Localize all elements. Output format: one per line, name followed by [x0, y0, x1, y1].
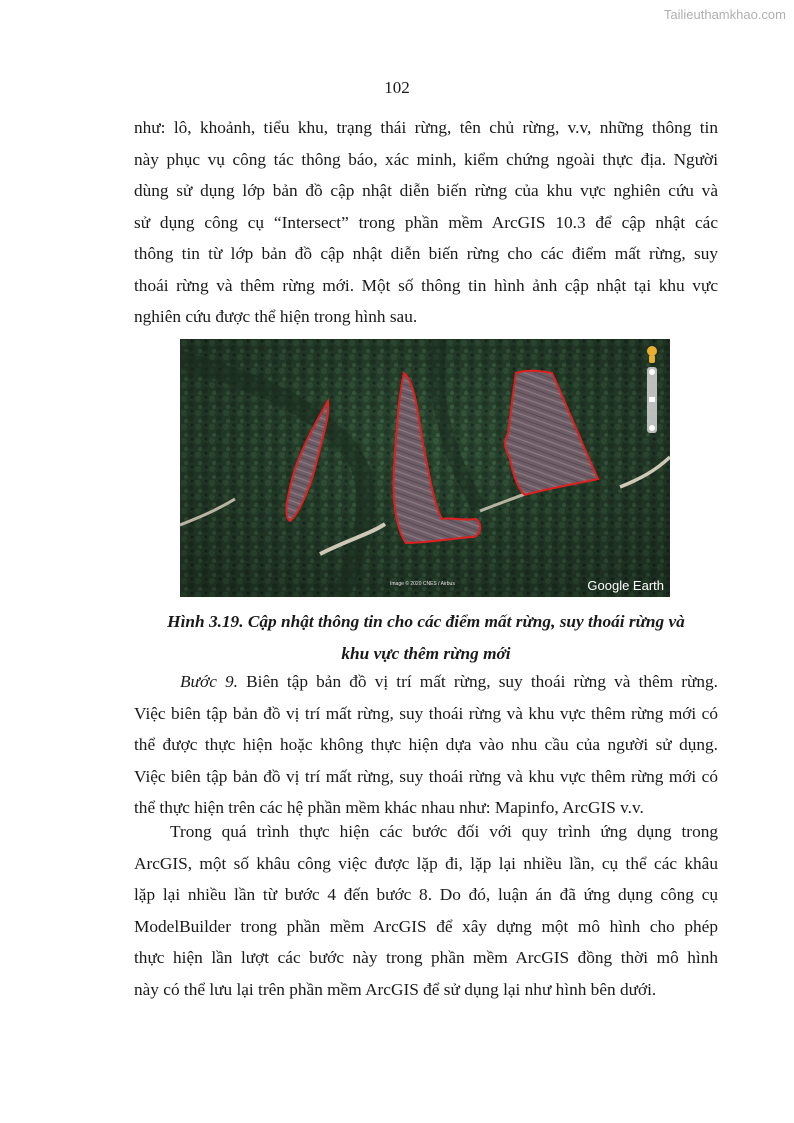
paragraph-line: thể được thực hiện hoặc không thực hiện dựa vào nhu cầu của người sử dụng.	[134, 735, 718, 754]
caption-line: khu vực thêm rừng mới	[341, 643, 511, 663]
paragraph-line: này có thể lưu lại trên phần mềm ArcGIS để sử dụng lại như hình bên dưới.	[134, 979, 657, 999]
zoom-out-icon[interactable]	[649, 425, 655, 431]
imagery-credit: Image © 2020 CNES / Airbus	[390, 581, 455, 587]
paragraph-line	[134, 666, 718, 698]
figure-caption	[134, 606, 718, 669]
paragraph-line: Việc biên tập bản đồ vị trí mất rừng, suy thoái rừng và khu vực thêm rừng mới có	[134, 766, 718, 786]
satellite-image-figure	[180, 339, 670, 597]
paragraph-line: sử dụng công cụ “Intersect” trong phần mềm ArcGIS 10.3 để cập nhật các	[134, 212, 718, 232]
paragraph-line: ModelBuilder trong phần mềm ArcGIS để xây dựng một mô hình cho phép	[134, 916, 718, 936]
paragraph-line: lặp lại nhiều lần từ bước 4 đến bước 8. Do đó, luận án đã ứng dụng công cụ	[134, 885, 718, 904]
step-text: Biên tập bản đồ vị trí mất rừng, suy thoái rừng và thêm rừng.	[237, 672, 718, 691]
paragraph-line: thoái rừng và thêm rừng mới. Một số thông tin hình ảnh cập nhật tại khu vực	[134, 275, 718, 295]
paragraph-line: ArcGIS, một số khâu công việc được lặp đi, lặp lại nhiều lần, cụ thể các khâu	[134, 853, 718, 873]
paragraph-line: thể thực hiện trên các hệ phần mềm khác nhau như: Mapinfo, ArcGIS v.v.	[134, 798, 644, 817]
paragraph-1	[134, 112, 718, 333]
paragraph-line: như: lô, khoảnh, tiểu khu, trạng thái rừng, tên chủ rừng, v.v, những thông tin	[134, 118, 718, 137]
page-number: 102	[384, 78, 410, 97]
satellite-image	[180, 339, 670, 597]
watermark: Tailieuthamkhao.com	[663, 7, 786, 22]
paragraph-line: nghiên cứu được thể hiện trong hình sau.	[134, 307, 418, 326]
paragraph-line: thực hiện lần lượt các bước này trong phần mềm ArcGIS đồng thời mô hình	[134, 948, 718, 967]
google-earth-logo: Google Earth	[587, 578, 664, 593]
zoom-in-icon[interactable]	[649, 369, 655, 375]
paragraph-line: Trong quá trình thực hiện các bước đối với quy trình ứng dụng trong	[170, 822, 718, 841]
paragraph-line: Việc biên tập bản đồ vị trí mất rừng, suy thoái rừng và khu vực thêm rừng mới có	[134, 703, 718, 723]
step-label: Bước 9.	[180, 672, 238, 691]
paragraph-2	[134, 666, 718, 824]
zoom-handle[interactable]	[649, 397, 655, 402]
paragraph-3	[134, 816, 718, 1005]
paragraph-line: dùng sử dụng lớp bản đồ cập nhật diễn biến rừng của khu vực nghiên cứu và	[134, 181, 718, 200]
caption-line: Hình 3.19. Cập nhật thông tin cho các điểm mất rừng, suy thoái rừng và	[167, 612, 685, 631]
paragraph-line: thông tin từ lớp bản đồ cập nhật diễn biến rừng cho các điểm mất rừng, suy	[134, 244, 718, 263]
pegman-icon[interactable]	[647, 346, 657, 356]
paragraph-line: này phục vụ công tác thông báo, xác minh, kiểm chứng ngoài thực địa. Người	[134, 149, 718, 169]
